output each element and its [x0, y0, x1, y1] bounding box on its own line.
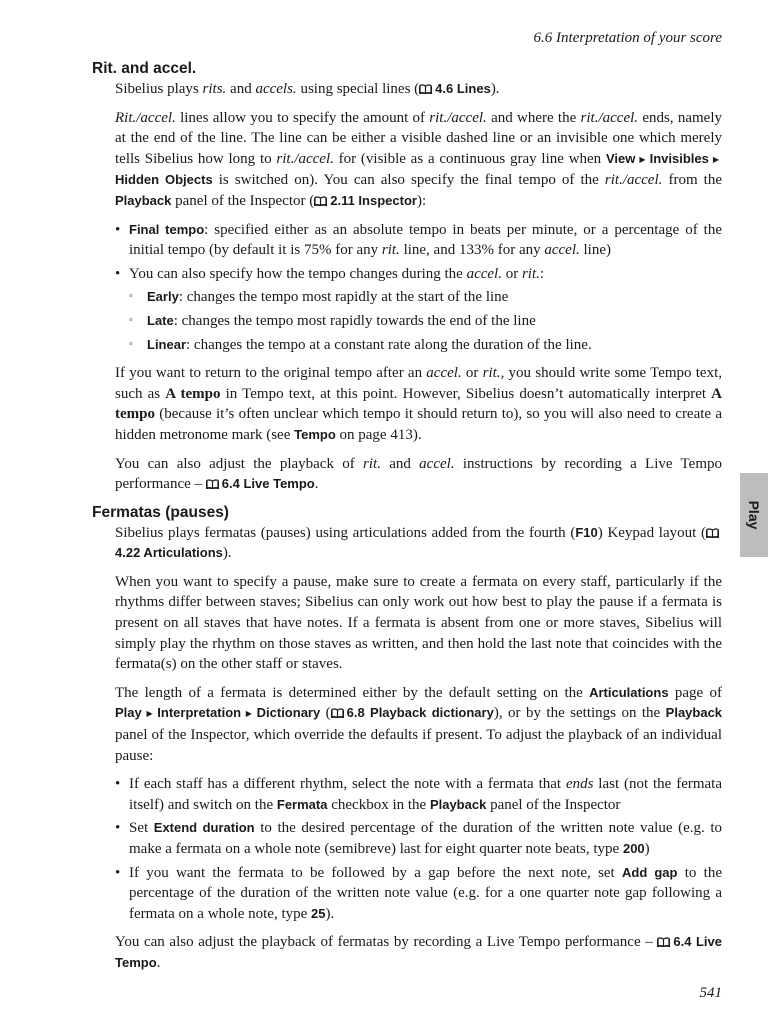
chapter-tab[interactable] [740, 473, 768, 557]
chapter-tab-label: Play [746, 500, 762, 530]
key-f10: F10 [575, 524, 598, 540]
sub-list [129, 287, 722, 355]
cross-reference-link[interactable]: 6.8 Playback dictionary [346, 705, 494, 721]
paragraph: Rit./accel. lines allow you to specify the amount of rit./accel. and where the rit./accel. ends, namely at the end of the line. The line can be either a visible dashed line or an invisible one which merely tells Sibelius how long to rit./accel. for (visible as a continuous gray line when View ▶ Invisibles ▶ Hidden Objects is switched on). You can also specify the final tempo of the rit./accel. from the Playback panel of the Inspector ( 2.11 Inspector): [115, 109, 723, 209]
menu-path-invisibles: Invisibles [649, 150, 709, 166]
paragraph: The length of a fermata is determined either by the default setting on the Articulations page of Play ▶ Interpretation ▶ Dictionary ( 6.8 Playback dictionary), or by the settings on the Playback panel of the Inspector, which override the defaults if present. To adjust the playback of an individual pause: [115, 684, 723, 764]
triangle-right-icon: ▶ [638, 154, 647, 164]
section-body-fermatas [115, 523, 722, 974]
page-number: 541 [699, 985, 722, 1001]
list-item: • If you want the fermata to be followed by a gap before the next note, set Add gap to the percentage of the duration of the written note value (e.g. for a one quarter note gap following a fermata on a whole note, type 25). [115, 864, 722, 922]
triangle-right-icon: ▶ [144, 709, 155, 719]
book-icon [206, 479, 219, 489]
list-item: ◦ Late: changes the tempo most rapidly towards the end of the line [129, 312, 536, 329]
triangle-right-icon: ▶ [244, 709, 254, 719]
menu-path-hidden-objects: Hidden Objects [115, 172, 213, 188]
paragraph: If you want to return to the original tempo after an accel. or rit., you should write some Tempo text, such as A tempo in Tempo text, at this point. However, Sibelius doesn’t automatically interpret A tempo (because it’s often unclear which tempo it should return to), so you will also need to create a hidden metronome mark (see Tempo on page 413). [115, 365, 723, 443]
cross-reference-link[interactable]: 2.11 Inspector [330, 192, 417, 208]
paragraph: Sibelius plays fermatas (pauses) using articulations added from the fourth (F10) Keypad layout (4.22 Articulations). [115, 523, 722, 564]
section-body-rit-accel [115, 79, 722, 495]
cross-reference-link[interactable]: 4.22 Articulations [115, 545, 223, 561]
list-item: • If each staff has a different rhythm, select the note with a fermata that ends last (not the fermata itself) and switch on the Fermata checkbox in the Playback panel of the Inspector [115, 776, 723, 813]
book-icon [331, 708, 344, 718]
section-heading-rit-accel: Rit. and accel. [92, 60, 197, 77]
book-icon [419, 84, 432, 94]
paragraph: You can also adjust the playback of fermatas by recording a Live Tempo performance – 6.4 Live Tempo. [115, 934, 722, 971]
triangle-right-icon: ▶ [711, 154, 720, 164]
list-item: ◦ Early: changes the tempo most rapidly at the start of the line [129, 289, 509, 306]
list-item: • Final tempo: specified either as an absolute tempo in beats per minute, or a percentage of the initial tempo (by default it is 75% for any rit. line, and 133% for any accel. line) [115, 221, 723, 259]
cross-reference-link[interactable]: 6.4 Live Tempo [221, 476, 315, 492]
cross-reference-link[interactable]: 6.4 Live Tempo [115, 934, 722, 970]
menu-path-view: View [605, 150, 636, 166]
section-heading-fermatas: Fermatas (pauses) [92, 503, 229, 521]
cross-reference-link[interactable]: Tempo [294, 426, 336, 442]
running-head: 6.6 Interpretation of your score [533, 30, 722, 46]
paragraph: Sibelius plays rits. and accels. using special lines ( 4.6 Lines). [115, 81, 500, 97]
paragraph: You can also adjust the playback of rit. and accel. instructions by recording a Live Tempo performance – 6.4 Live Tempo. [115, 455, 722, 493]
book-icon [314, 196, 327, 206]
bullet-list [115, 774, 722, 924]
book-icon [657, 937, 670, 947]
ui-term-playback: Playback [115, 192, 172, 208]
list-item: • You can also specify how the tempo changes during the accel. or rit.: ◦ Early: changes the tempo most rapidly at the start of the line ◦ Late: changes the tempo most rapidly towards the end of the line ◦ Linear: changes the tempo at a constant rate along the duration of the line. [115, 264, 722, 355]
bullet-list [115, 220, 722, 356]
book-icon [706, 528, 719, 538]
cross-reference-link[interactable]: 4.6 Lines [435, 81, 491, 96]
page-content [92, 59, 722, 982]
list-item: ◦ Linear: changes the tempo at a constant rate along the duration of the line. [129, 336, 592, 353]
paragraph: When you want to specify a pause, make sure to create a fermata on every staff, particularly if the rhythms differ between staves; Sibelius can only work out how best to play the pause if a fermata is present on all staves that have notes. If a fermata is absent from one or more staves, Sibelius will simply play the rhythm on those staves as written, and then hold the last note that coincides with the fermata(s) on the other staff or staves. [115, 573, 722, 673]
list-item: • Set Extend duration to the desired percentage of the duration of the written note value (e.g. to make a fermata on a whole note (semibreve) last for eight quarter note beats, type 200) [115, 820, 723, 857]
